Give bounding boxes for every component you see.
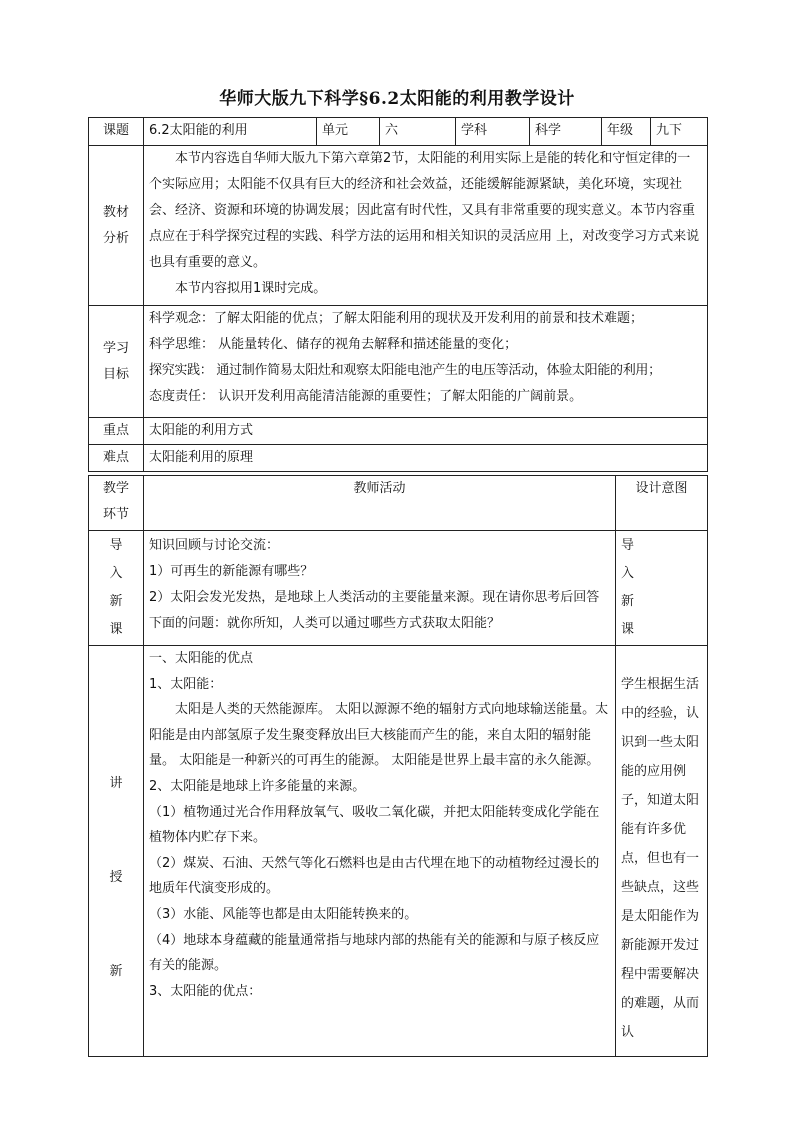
teaching-row bbox=[89, 646, 708, 1057]
teaching-line: 3、太阳能的优点： bbox=[149, 983, 262, 999]
intro-line: 1）可再生的新能源有哪些？ bbox=[149, 564, 314, 579]
analysis-paragraph: 本节内容选自华师大版九下第六章第2节，太阳能的利用实际上是能的转化和守恒定律的一个实际应用；太阳能不仅具有巨大的经济和社会效益，还能缓解能源紧缺，美化环境，实现社会、经济、资源和环境的协调发展；因此富有时代性，又具有非常重要的现实意义。本节内容重点应在于科学探究过程的实践、科学方法的运用和相关知识的灵活应用 上，对改变学习方式来说也具有重要的意义。 bbox=[149, 151, 700, 270]
process-header-row bbox=[89, 476, 708, 531]
objectives-label: 学习 目标 bbox=[89, 306, 144, 418]
teaching-intent: 学生根据生活中的经验，认识到一些太阳能的应用例子，知道太阳能有许多优点，但也有一些缺点，这些是太阳能作为新能源开发过程中需要解决的难题，从而认 bbox=[616, 646, 708, 1057]
intro-line: 2）太阳会发光发热，是地球上人类活动的主要能量来源。现在请你思考后回答下面的问题：就你所知，人类可以通过哪些方式获取太阳能？ bbox=[149, 590, 600, 631]
intro-row bbox=[89, 531, 708, 646]
process-table bbox=[88, 475, 708, 1057]
difficulty-value: 太阳能利用的原理 bbox=[144, 445, 708, 472]
activity-header: 教师活动 bbox=[144, 476, 616, 531]
objective-line: 科学思维： 从能量转化、储存的视角去解释和描述能量的变化； bbox=[149, 337, 518, 352]
intro-intent: 导 入 新 课 bbox=[616, 531, 708, 646]
teaching-line: （3）水能、风能等也都是由太阳能转换来的。 bbox=[149, 906, 418, 922]
key-point-label: 重点 bbox=[89, 418, 144, 445]
objectives-row bbox=[89, 306, 708, 418]
teaching-line: 太阳是人类的天然能源库。 太阳以源源不绝的辐射方式向地球输送能量。太阳能是由内部氢原子发生聚变释放出巨大核能而产生的能，来自太阳的辐射能量。 太阳能是一种新兴的可再生的能源。 太阳能是世界上最丰富的永久能源。 bbox=[149, 702, 609, 769]
info-table bbox=[88, 117, 708, 472]
teaching-line: 1、太阳能： bbox=[149, 676, 223, 692]
analysis-content bbox=[144, 146, 708, 306]
objectives-content bbox=[144, 306, 708, 418]
intro-stage: 导 入 新 课 bbox=[89, 531, 144, 646]
page-title: 华师大版九下科学§6.2太阳能的利用教学设计 bbox=[219, 89, 575, 109]
grade-label: 年级 bbox=[602, 118, 651, 146]
subject-value: 科学 bbox=[530, 118, 602, 146]
teaching-stage: 讲 授 新 bbox=[89, 646, 144, 1057]
unit-label: 单元 bbox=[317, 118, 380, 146]
objective-line: 科学观念：了解太阳能的优点；了解太阳能利用的现状及开发利用的前景和技术难题； bbox=[149, 311, 644, 326]
intent-header: 设计意图 bbox=[616, 476, 708, 531]
difficulty-row bbox=[89, 445, 708, 472]
teaching-line: 一、太阳能的优点 bbox=[149, 651, 254, 666]
teaching-line: 2、太阳能是地球上许多能量的来源。 bbox=[149, 778, 366, 794]
grade-value: 九下 bbox=[651, 118, 708, 146]
intro-line: 知识回顾与讨论交流： bbox=[149, 538, 280, 553]
key-point-row bbox=[89, 418, 708, 445]
key-point-value: 太阳能的利用方式 bbox=[144, 418, 708, 445]
analysis-paragraph: 本节内容拟用1课时完成。 bbox=[175, 281, 327, 296]
analysis-label: 教材 分析 bbox=[89, 146, 144, 306]
topic-value: 6.2太阳能的利用 bbox=[144, 118, 317, 146]
unit-value: 六 bbox=[380, 118, 456, 146]
teaching-content bbox=[144, 646, 616, 1057]
subject-label: 学科 bbox=[456, 118, 530, 146]
objective-line: 探究实践： 通过制作简易太阳灶和观察太阳能电池产生的电压等活动，体验太阳能的利用； bbox=[149, 363, 661, 378]
teaching-line: （1）植物通过光合作用释放氧气、吸收二氧化碳，并把太阳能转变成化学能在植物体内贮存下来。 bbox=[149, 804, 600, 846]
header-row bbox=[89, 118, 708, 146]
teaching-line: （4）地球本身蕴藏的能量通常指与地球内部的热能有关的能源和与原子核反应有关的能源。 bbox=[149, 932, 600, 974]
topic-label: 课题 bbox=[89, 118, 144, 146]
analysis-row bbox=[89, 146, 708, 306]
teaching-line: （2）煤炭、石油、天然气等化石燃料也是由古代埋在地下的动植物经过漫长的地质年代演变形成的。 bbox=[149, 855, 600, 897]
stage-header: 教学 环节 bbox=[89, 476, 144, 531]
objective-line: 态度责任： 认识开发利用高能清洁能源的重要性；了解太阳能的广阔前景。 bbox=[149, 389, 583, 404]
difficulty-label: 难点 bbox=[89, 445, 144, 472]
intro-content bbox=[144, 531, 616, 646]
